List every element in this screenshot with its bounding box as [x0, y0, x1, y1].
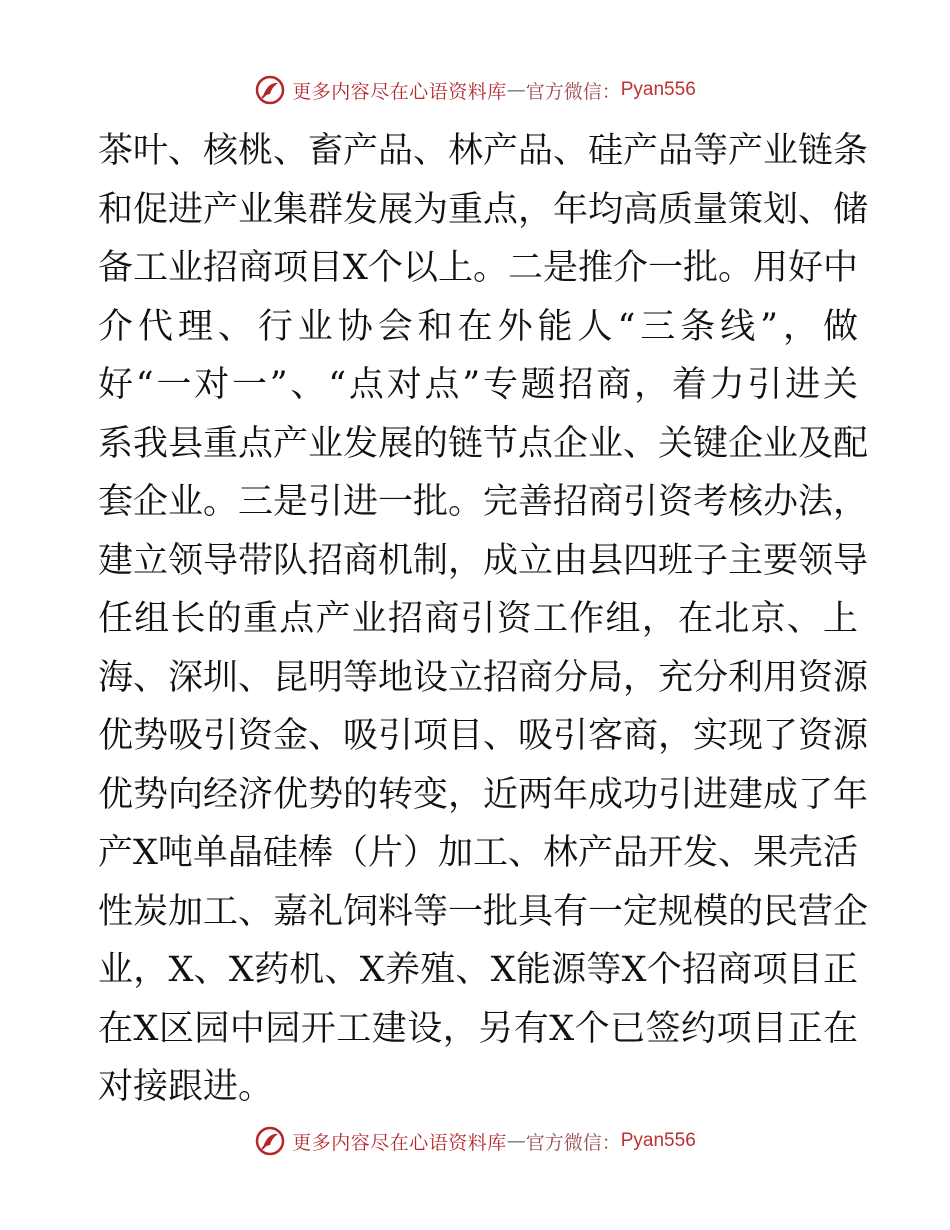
footer-wechat-id: Pyan556 [620, 1130, 696, 1151]
text-line: 业，X、X药机、X养殖、X能源等X个招商项目正 [98, 950, 858, 990]
brand-logo-icon [254, 74, 286, 106]
header-banner [0, 73, 950, 107]
text-line: 性炭加工、嘉礼饲料等一批具有一定规模的民营企 [98, 891, 869, 932]
text-line: 介代理、行业协会和在外能人“三条线”，做 [98, 306, 858, 347]
header-wechat-id: Pyan556 [620, 79, 696, 100]
brand-logo-icon [254, 1125, 286, 1157]
header-banner-text: 更多内容尽在心语资料库 [292, 80, 507, 103]
footer-separator: — [506, 1130, 526, 1152]
text-line: 对接跟进。 [98, 1067, 274, 1107]
text-line: 好“一对一”、“点对点”专题招商，着力引进关 [98, 365, 858, 405]
text-line: 备工业招商项目X个以上。二是推介一批。用好中 [98, 248, 858, 288]
text-line: 产X吨单晶硅棒（片）加工、林产品开发、果壳活 [98, 833, 858, 873]
text-line: 优势吸引资金、吸引项目、吸引客商，实现了资源 [98, 716, 869, 756]
text-line: 系我县重点产业发展的链节点企业、关键企业及配 [98, 423, 869, 464]
text-line: 和促进产业集群发展为重点，年均高质量策划、储 [98, 189, 869, 230]
footer-banner [0, 1124, 950, 1158]
text-line: 任组长的重点产业招商引资工作组，在北京、上 [98, 599, 858, 639]
document-body [98, 122, 869, 1117]
text-line: 套企业。三是引进一批。完善招商引资考核办法， [98, 482, 869, 522]
text-line: 在X区园中园开工建设，另有X个已签约项目正在 [98, 1008, 858, 1049]
text-line: 建立领导带队招商机制，成立由县四班子主要领导 [98, 540, 869, 581]
text-line: 优势向经济优势的转变，近两年成功引进建成了年 [98, 774, 869, 815]
text-line: 海、深圳、昆明等地设立招商分局，充分利用资源 [98, 657, 869, 698]
header-separator: — [506, 79, 526, 101]
footer-wechat-label: 官方微信： [525, 1131, 621, 1154]
text-line: 茶叶、核桃、畜产品、林产品、硅产品等产业链条 [98, 131, 869, 171]
header-wechat-label: 官方微信： [525, 80, 621, 103]
footer-banner-text: 更多内容尽在心语资料库 [292, 1131, 507, 1154]
